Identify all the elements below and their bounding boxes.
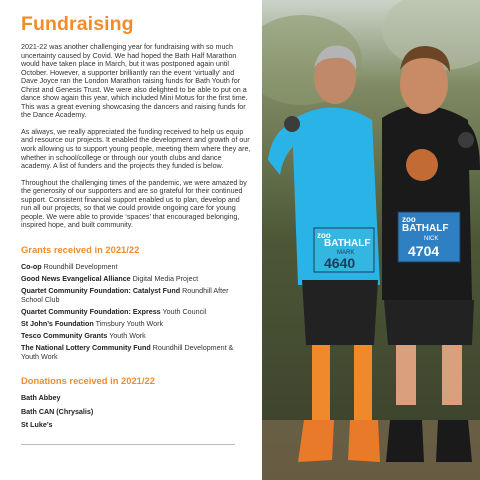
leg-right-2 <box>442 345 462 405</box>
shoe-right <box>386 420 424 462</box>
bib-name: MARK <box>337 250 355 256</box>
bib-sponsor: zoo <box>402 215 416 224</box>
grant-item <box>21 320 252 329</box>
grant-project: Roundhill Development & Youth Work <box>21 344 234 361</box>
donation-item: Bath Abbey <box>21 394 61 403</box>
shoe-right-2 <box>436 420 472 462</box>
shoe-left-2 <box>348 420 380 462</box>
grant-funder: Tesco Community Grants <box>21 332 108 340</box>
funding-paragraph: As always, we really appreciated the funding received to help us equip and resource our projects. It enabled the development and growth of our work allowing us to support young people, meeting them where they are, whether in school/college or through our youth clubs and dance academy. A list of funders and the projects they funded is below. <box>21 127 251 171</box>
grant-funder: Good News Evangelical Alliance <box>21 275 131 284</box>
bib-number: 4640 <box>324 255 356 271</box>
donation-item: Bath CAN (Chrysalis) <box>21 407 94 416</box>
bib-number: 4704 <box>408 243 440 259</box>
grant-project: Timsbury Youth Work <box>95 319 164 328</box>
grant-project: Roundhill After School Club <box>21 287 229 304</box>
bib-name: NICK <box>424 236 439 242</box>
runners-photo-illustration <box>262 0 480 480</box>
grant-funder: Quartet Community Foundation: Catalyst Fund <box>21 287 181 296</box>
grant-item <box>21 332 252 341</box>
donations-list <box>21 394 252 430</box>
grant-project: Roundhill Development <box>43 262 118 271</box>
grant-funder: Quartet Community Foundation: Express <box>21 307 161 316</box>
shirt-right <box>382 105 472 300</box>
intro-paragraph: 2021-22 was another challenging year for fundraising with so much uncertainty caused by Covid. We had hoped the Bath Half Marathon would have taken place in March, but it was postponed again until October. However, a supporter brilliantly ran the event ‘virtually’ and Dave Joyce ran the London Marathon raising funds for Bath Youth for Christ and Genesis Trust. We were also delighted to be able to put on a dance show again this year, which included Mini Motus for the first time. This was a great evening showcasing the dancers and raising funds for the Dance Academy. <box>21 43 248 120</box>
donation-item: St Luke’s <box>21 421 53 430</box>
grant-item <box>21 263 252 272</box>
runners-photo <box>262 0 480 480</box>
page-title: Fundraising <box>21 13 134 35</box>
bib-sponsor: zoo <box>317 231 331 240</box>
grant-item <box>21 344 252 361</box>
gratitude-paragraph: Throughout the challenging times of the pandemic, we were amazed by the generosity of our supporters and are so grateful for their continued support. Consistent financial support enabled us to plan, develop and run all our projects, so that we could provide ongoing care for young people. We were able to provide ‘spaces’ that encouraged belonging, inspired hope, and built community. <box>21 178 247 230</box>
grant-funder: The National Lottery Community Fund <box>21 344 151 353</box>
leg-right <box>396 345 416 405</box>
grant-funder: Co-op <box>21 262 42 271</box>
bib-event: BATHALF <box>324 238 371 249</box>
footer-divider <box>21 444 235 445</box>
grant-project: Digital Media Project <box>132 275 199 284</box>
grant-project: Youth Work <box>109 332 146 340</box>
grant-item <box>21 275 252 284</box>
shorts-right <box>384 300 474 345</box>
sock-left-2 <box>354 345 372 420</box>
medal-left <box>284 116 300 132</box>
grant-project: Youth Council <box>162 307 207 316</box>
grant-item <box>21 287 252 304</box>
grant-funder: St John’s Foundation <box>21 319 94 328</box>
grants-heading: Grants received in 2021/22 <box>21 243 140 255</box>
shirt-logo <box>406 149 438 181</box>
medal-right <box>458 132 474 148</box>
sock-left <box>312 345 330 420</box>
grant-item <box>21 308 252 317</box>
grants-list <box>21 263 252 361</box>
donations-heading: Donations received in 2021/22 <box>21 375 155 387</box>
face-right <box>400 54 448 114</box>
shoe-left <box>298 420 334 462</box>
shorts-left <box>302 280 378 345</box>
bib-event: BATHALF <box>402 223 449 234</box>
